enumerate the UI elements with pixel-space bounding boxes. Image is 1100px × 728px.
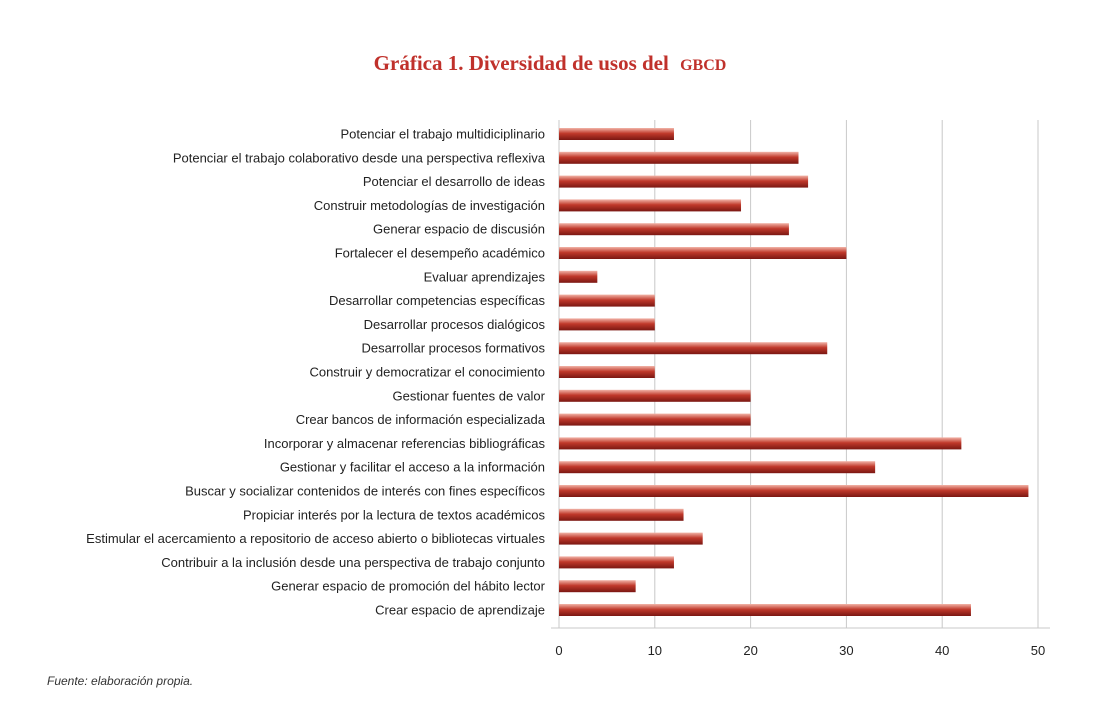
bar (559, 199, 741, 211)
category-label: Buscar y socializar contenidos de interés con fines específicos (185, 483, 545, 499)
category-label: Desarrollar procesos formativos (361, 340, 545, 356)
bar (559, 223, 789, 235)
bars (559, 128, 1028, 616)
x-tick-label: 40 (934, 643, 950, 658)
category-labels (86, 127, 546, 618)
bar (559, 437, 961, 449)
bar (559, 128, 674, 140)
category-label: Crear bancos de información especializada (295, 412, 545, 428)
category-label: Desarrollar competencias específicas (328, 293, 545, 309)
bar (559, 318, 655, 330)
bar (559, 580, 636, 592)
x-tick-label: 10 (647, 643, 663, 658)
category-label: Desarrollar procesos dialógicos (363, 316, 545, 332)
category-label: Potenciar el trabajo multidiciplinario (340, 126, 545, 142)
bar (559, 485, 1028, 497)
category-label: Construir metodologías de investigación (313, 197, 545, 213)
category-label: Crear espacio de aprendizaje (375, 602, 545, 618)
x-tick-labels (555, 643, 1045, 658)
bar (559, 533, 703, 545)
bar (559, 604, 971, 616)
category-label: Potenciar el trabajo colaborativo desde una perspectiva reflexiva (172, 150, 545, 166)
bar (559, 390, 751, 402)
category-label: Evaluar aprendizajes (423, 269, 545, 285)
bar (559, 176, 808, 188)
x-tick-label: 30 (839, 643, 854, 658)
bar (559, 271, 597, 283)
category-label: Construir y democratizar el conocimiento (309, 364, 545, 380)
bar (559, 509, 684, 521)
category-label: Contribuir a la inclusión desde una perspectiva de trabajo conjunto (161, 554, 545, 570)
bar (559, 414, 751, 426)
bar (559, 556, 674, 568)
chart-title (374, 51, 727, 75)
source-note: Fuente: elaboración propia. (47, 674, 194, 688)
bar (559, 461, 875, 473)
category-label: Fortalecer el desempeño académico (334, 245, 545, 261)
category-label: Potenciar el desarrollo de ideas (362, 174, 545, 190)
chart-title-acronym: GBCD (680, 57, 727, 74)
category-label: Incorporar y almacenar referencias bibliográficas (263, 435, 545, 451)
category-label: Generar espacio de discusión (373, 221, 545, 237)
bar (559, 295, 655, 307)
category-label: Gestionar y facilitar el acceso a la información (279, 459, 545, 475)
chart-title-prefix: Gráfica 1. Diversidad de usos del (373, 51, 669, 75)
x-tick-label: 50 (1030, 643, 1046, 658)
bar (559, 247, 846, 259)
bar (559, 152, 799, 164)
category-label: Generar espacio de promoción del hábito lector (271, 578, 545, 594)
bar (559, 342, 827, 354)
category-label: Propiciar interés por la lectura de textos académicos (242, 507, 545, 523)
category-label: Gestionar fuentes de valor (392, 388, 545, 404)
bar (559, 366, 655, 378)
x-tick-label: 0 (555, 643, 563, 658)
x-tick-label: 20 (743, 643, 758, 658)
category-label: Estimular el acercamiento a repositorio de acceso abierto o bibliotecas virtuales (86, 531, 545, 547)
